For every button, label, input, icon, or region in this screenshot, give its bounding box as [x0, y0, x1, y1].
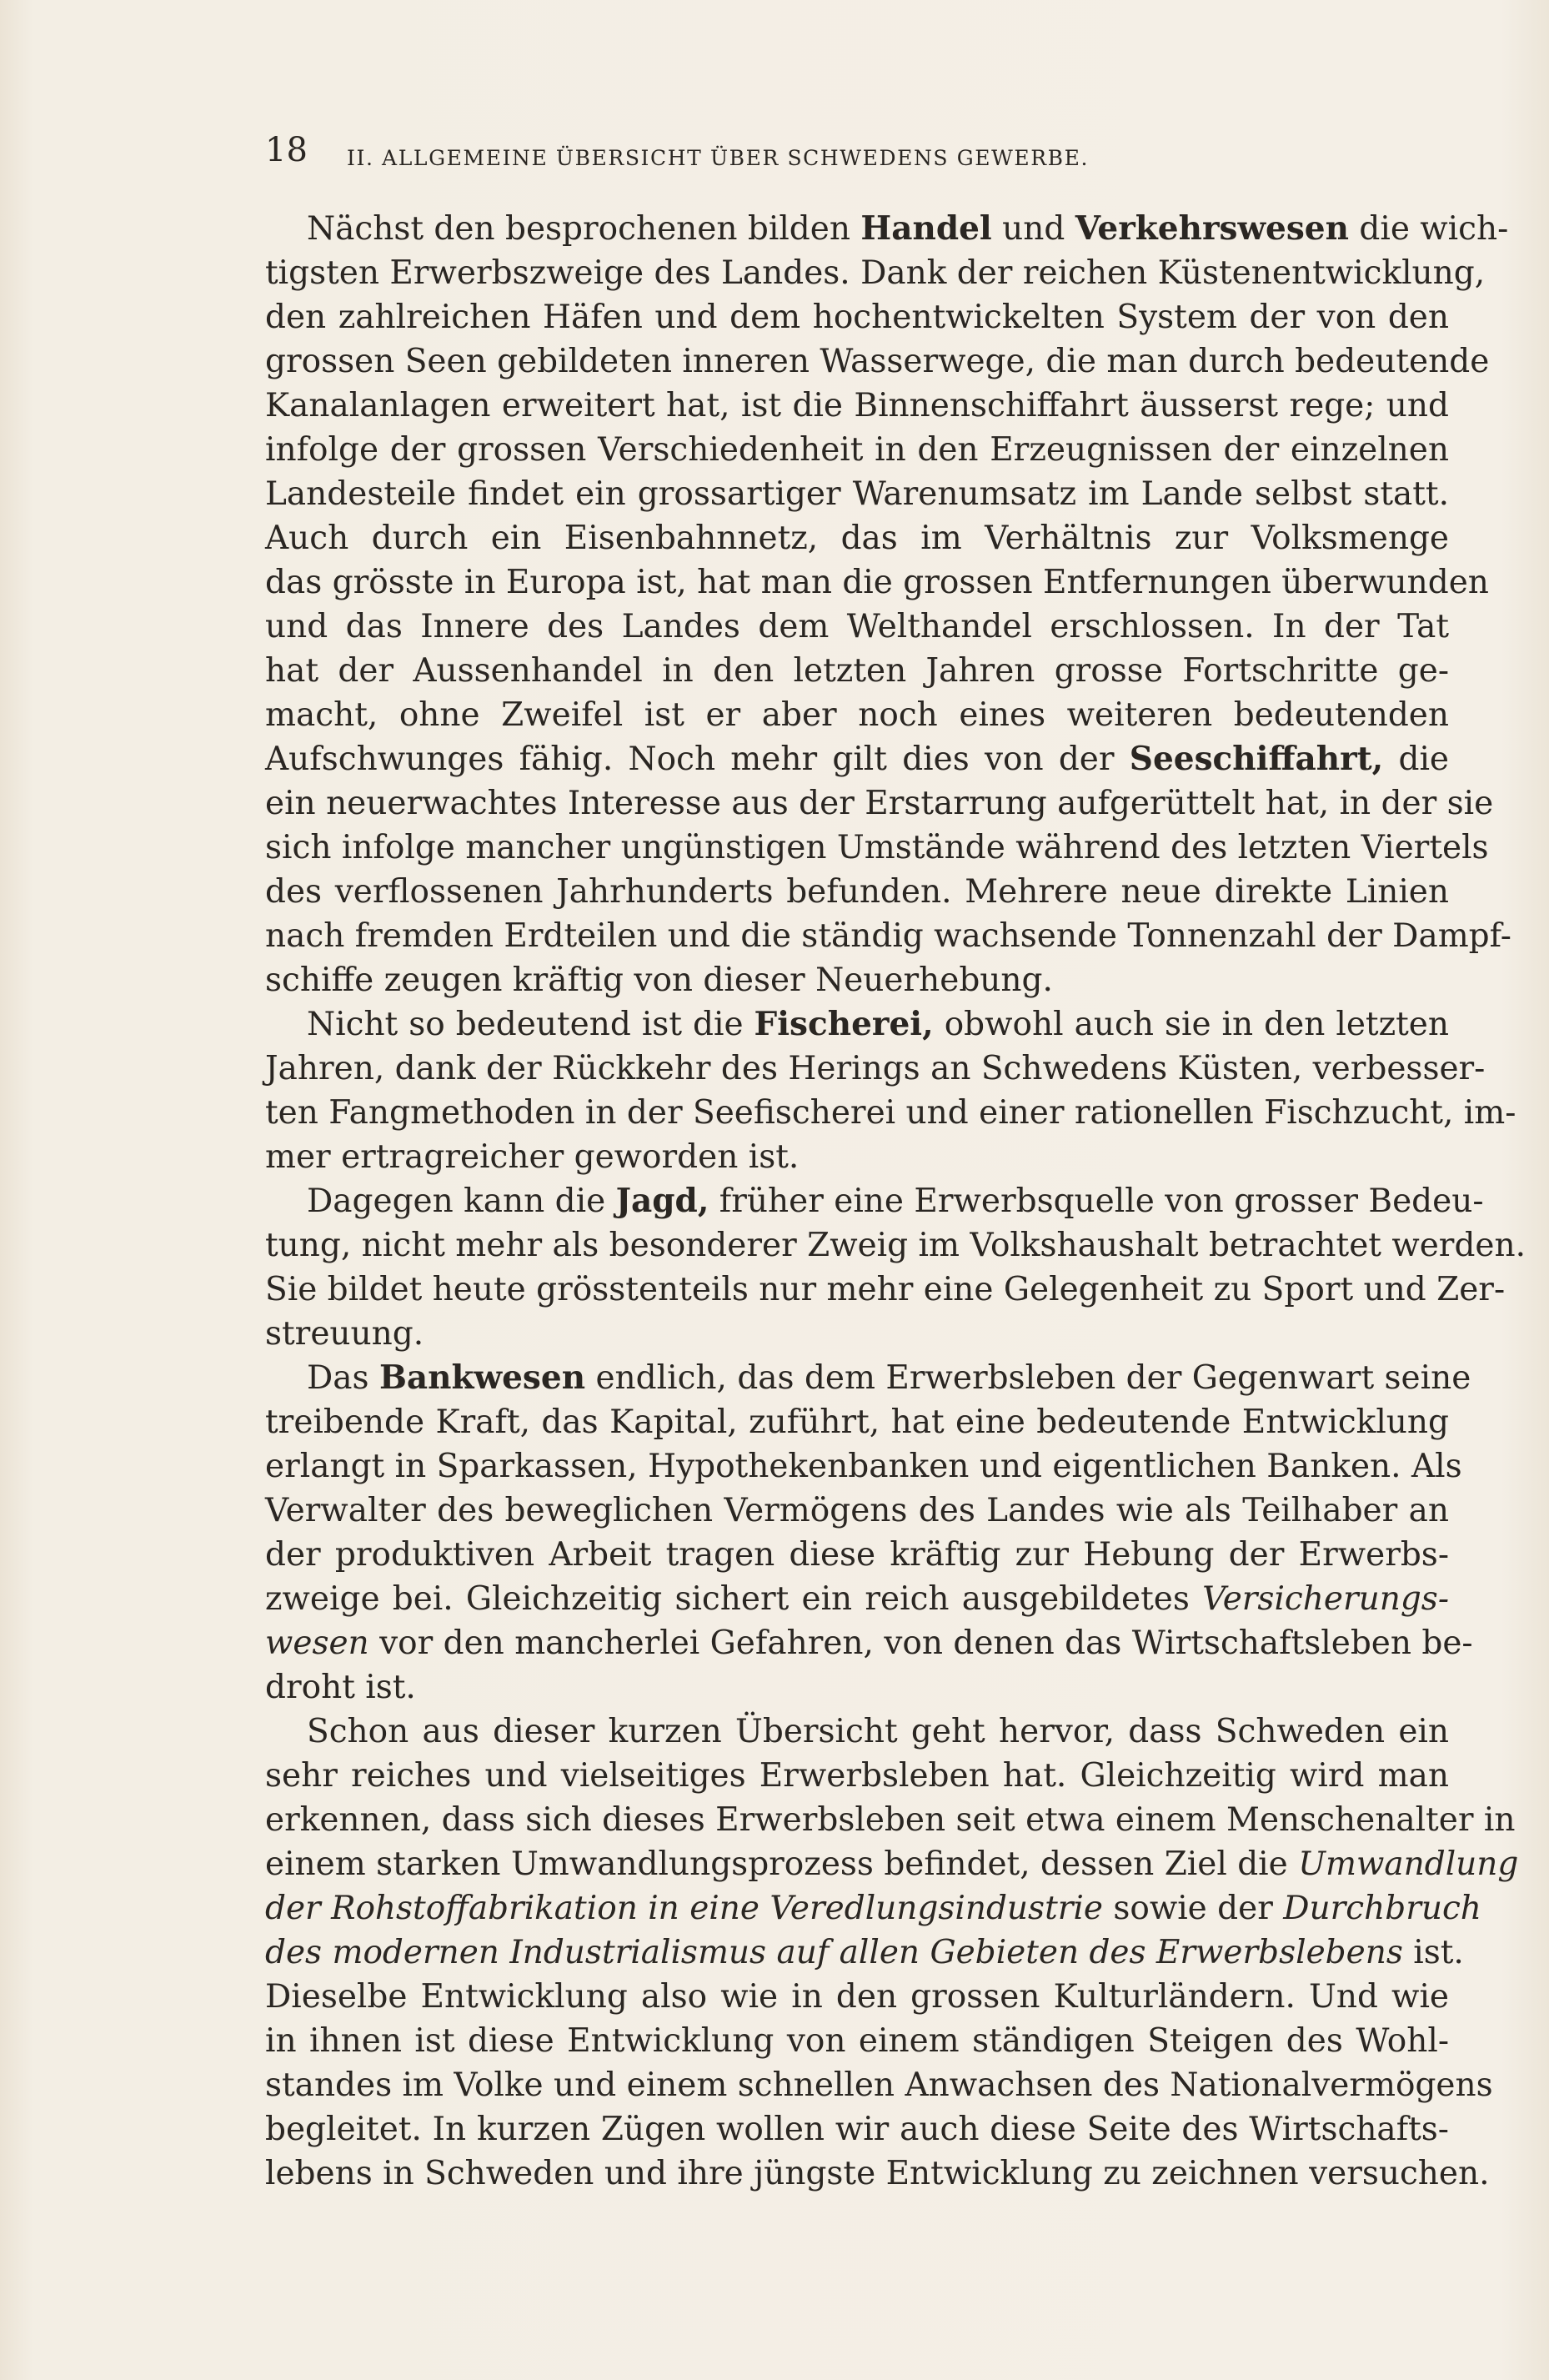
italic-term: des modernen Industrialismus auf allen Gebieten des Erwerbslebens [265, 1934, 1403, 1971]
italic-term: Durchbruch [1283, 1890, 1481, 1927]
text-line: Aufschwunges fähig. Noch mehr gilt dies von der Seeschiffahrt, die [265, 740, 1449, 778]
text-line: den zahlreichen Häfen und dem hochentwickelten System der von den [265, 299, 1449, 336]
italic-term: wesen [265, 1624, 369, 1662]
text-line: grossen Seen gebildeten inneren Wasserwege, die man durch bedeutende [265, 343, 1490, 380]
text-line: Dagegen kann die Jagd, früher eine Erwerbsquelle von grosser Bedeu- [307, 1182, 1484, 1220]
text-line: sehr reiches und vielseitiges Erwerbsleben hat. Gleichzeitig wird man [265, 1757, 1449, 1795]
text-line: und das Innere des Landes dem Welthandel erschlossen. In der Tat [265, 608, 1449, 645]
text-line: Jahren, dank der Rückkehr des Herings an Schwedens Küsten, verbesser- [265, 1050, 1486, 1087]
text-line: ein neuerwachtes Interesse aus der Erstarrung aufgerüttelt hat, in der sie [265, 785, 1494, 822]
italic-term: Versicherungs- [1202, 1580, 1449, 1618]
text-line: Schon aus dieser kurzen Übersicht geht hervor, dass Schweden ein [307, 1713, 1449, 1750]
text-line: streuung. [265, 1315, 424, 1353]
paragraph-hunting [265, 1179, 1526, 1356]
text-line: der Rohstoffabrikation in eine Veredlungsindustrie sowie der Durchbruch [265, 1890, 1481, 1927]
text-line: standes im Volke und einem schnellen Anwachsen des Nationalvermögens [265, 2066, 1493, 2104]
text-line: tung, nicht mehr als besonderer Zweig im Volkshaushalt betrachtet werden. [265, 1227, 1526, 1264]
text-line: sich infolge mancher ungünstigen Umstände während des letzten Viertels [265, 829, 1489, 866]
text-line: Kanalanlagen erweitert hat, ist die Binnenschiffahrt äusserst rege; und [265, 387, 1449, 424]
text-line: einem starken Umwandlungsprozess befindet, dessen Ziel die Umwandlung [265, 1845, 1519, 1883]
running-head: II. ALLGEMEINE ÜBERSICHT ÜBER SCHWEDENS GEWERBE. [347, 146, 1090, 170]
text-line: in ihnen ist diese Entwicklung von einem ständigen Steigen des Wohl- [265, 2022, 1449, 2060]
text-line: das grösste in Europa ist, hat man die grossen Entfernungen überwunden [265, 564, 1489, 601]
text-line: zweige bei. Gleichzeitig sichert ein reich ausgebildetes Versicherungs- [265, 1580, 1449, 1618]
text-line: erkennen, dass sich dieses Erwerbsleben seit etwa einem Menschenalter in [265, 1801, 1516, 1839]
text-line: macht, ohne Zweifel ist er aber noch eines weiteren bedeutenden [265, 696, 1449, 734]
italic-term: der Rohstoffabrikation in eine Veredlungsindustrie [265, 1890, 1103, 1927]
text-line: des verflossenen Jahrhunderts befunden. Mehrere neue direkte Linien [265, 873, 1449, 911]
text-line: schiffe zeugen kräftig von dieser Neuerhebung. [265, 962, 1053, 999]
text-line: begleitet. In kurzen Zügen wollen wir auch diese Seite des Wirtschafts- [265, 2111, 1449, 2148]
bold-term: Jagd, [615, 1182, 709, 1220]
text-line: erlangt in Sparkassen, Hypothekenbanken und eigentlichen Banken. Als [265, 1448, 1462, 1485]
bold-term: Bankwesen [378, 1358, 586, 1397]
text-line: infolge der grossen Verschiedenheit in den Erzeugnissen der einzelnen [265, 431, 1449, 469]
italic-term: Umwandlung [1298, 1845, 1519, 1883]
text-line: Landesteile findet ein grossartiger Warenumsatz im Lande selbst statt. [265, 475, 1449, 513]
text-line: treibende Kraft, das Kapital, zuführt, hat eine bedeutende Entwicklung [265, 1403, 1449, 1441]
body-text [265, 207, 1526, 2196]
text-line: Verwalter des beweglichen Vermögens des Landes wie als Teilhaber an [265, 1492, 1449, 1529]
text-line: nach fremden Erdteilen und die ständig wachsende Tonnenzahl der Dampf- [265, 917, 1511, 955]
page-header [265, 131, 1299, 187]
text-line: ten Fangmethoden in der Seefischerei und einer rationellen Fischzucht, im- [265, 1094, 1516, 1132]
text-line: der produktiven Arbeit tragen diese kräftig zur Hebung der Erwerbs- [265, 1536, 1449, 1574]
bold-term: Handel [860, 209, 992, 248]
page-number: 18 [265, 131, 308, 169]
text-line: des modernen Industrialismus auf allen Gebieten des Erwerbslebens ist. [265, 1934, 1464, 1971]
text-line: Das Bankwesen endlich, das dem Erwerbsleben der Gegenwart seine [307, 1358, 1471, 1397]
bold-term: Verkehrswesen [1075, 209, 1349, 248]
text-line: Auch durch ein Eisenbahnnetz, das im Verhältnis zur Volksmenge [265, 520, 1449, 557]
text-line: droht ist. [265, 1669, 416, 1706]
text-line: Nächst den besprochenen bilden Handel und Verkehrswesen die wich- [307, 209, 1509, 248]
text-line: Dieselbe Entwicklung also wie in den grossen Kulturländern. Und wie [265, 1978, 1449, 2016]
text-line: hat der Aussenhandel in den letzten Jahren grosse Fortschritte ge- [265, 652, 1449, 690]
paragraph-banking [265, 1356, 1473, 1710]
text-line: Sie bildet heute grösstenteils nur mehr eine Gelegenheit zu Sport und Zer- [265, 1271, 1506, 1308]
bold-term: Seeschiffahrt, [1129, 740, 1384, 778]
paragraph-summary [265, 1710, 1519, 2196]
text-line: wesen vor den mancherlei Gefahren, von denen das Wirtschaftsleben be- [265, 1624, 1473, 1662]
text-line: Nicht so bedeutend ist die Fischerei, obwohl auch sie in den letzten [307, 1005, 1449, 1043]
text-line: tigsten Erwerbszweige des Landes. Dank der reichen Küstenentwicklung, [265, 254, 1486, 292]
text-line: lebens in Schweden und ihre jüngste Entwicklung zu zeichnen versuchen. [265, 2155, 1490, 2192]
paragraph-fishery [265, 1002, 1516, 1179]
text-line: mer ertragreicher geworden ist. [265, 1138, 800, 1176]
paragraph-trade [265, 207, 1511, 1002]
bold-term: Fischerei, [754, 1005, 934, 1043]
